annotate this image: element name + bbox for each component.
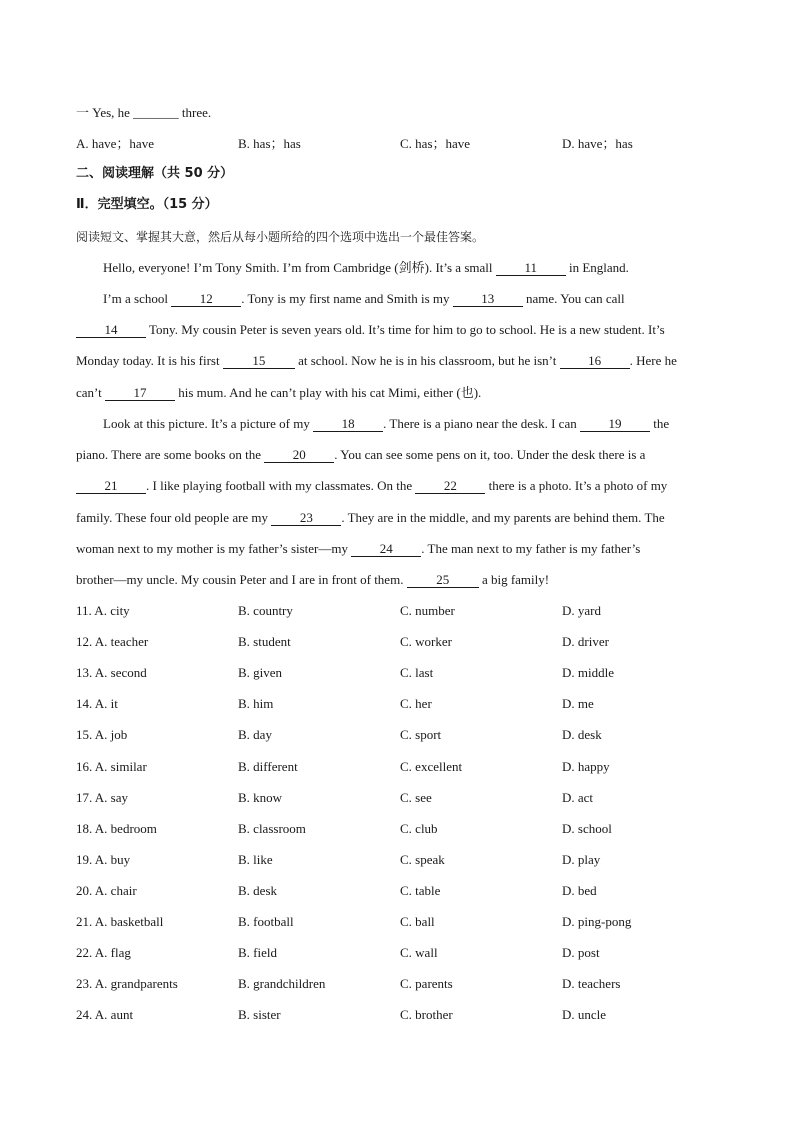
passage-line-3	[76, 322, 665, 338]
option-b: B. different	[238, 759, 298, 774]
option-c: C. number	[400, 603, 455, 618]
option-d: D. happy	[562, 759, 610, 774]
part-title: Ⅱ．完型填空。（15 分）	[76, 197, 218, 212]
option-b: B. day	[238, 727, 272, 742]
passage-text: a big family!	[478, 572, 550, 587]
option-d: D. desk	[562, 727, 602, 742]
passage-text: . Tony is my first name and Smith is my	[241, 291, 453, 306]
passage-line-2	[103, 291, 625, 307]
option-b: B. him	[238, 696, 274, 711]
blank-25: 25	[407, 573, 479, 588]
option-a: 21. A. basketball	[76, 914, 164, 929]
option-b: B. country	[238, 603, 293, 618]
blank-15: 15	[223, 354, 295, 369]
instruction: 阅读短文、掌握其大意，然后从每小题所给的四个选项中选出一个最佳答案。	[76, 230, 485, 244]
option-d: D. middle	[562, 665, 614, 680]
q10-option-d: D. have；has	[562, 136, 633, 151]
option-b: B. student	[238, 634, 291, 649]
passage-text: Look at this picture. It’s a picture of my	[103, 416, 314, 431]
option-a: 12. A. teacher	[76, 634, 149, 649]
option-c: C. brother	[400, 1007, 453, 1022]
passage-line-10	[76, 541, 640, 557]
section-title: 二、阅读理解（共 50 分）	[76, 166, 234, 181]
passage-text: the	[649, 416, 670, 431]
blank-11: 11	[496, 261, 566, 276]
passage-line-7	[76, 447, 645, 463]
q10-stem: 一 Yes, he _______ three.	[76, 105, 212, 120]
passage-text: name. You can call	[522, 291, 625, 306]
option-c: C. worker	[400, 634, 452, 649]
option-d: D. me	[562, 696, 594, 711]
q10-option-c: C. has；have	[400, 136, 471, 151]
option-a: 22. A. flag	[76, 945, 131, 960]
passage-text: in England.	[565, 260, 629, 275]
q10-option-a: A. have；have	[76, 136, 154, 151]
passage-line-11	[76, 572, 549, 588]
option-a: 13. A. second	[76, 665, 147, 680]
option-d: D. uncle	[562, 1007, 607, 1022]
passage-text: brother—my uncle. My cousin Peter and I are in front of them.	[76, 572, 407, 587]
option-a: 19. A. buy	[76, 852, 131, 867]
option-d: D. play	[562, 852, 601, 867]
passage-text: his mum. And he can’t play with his cat Mimi, either (也).	[175, 385, 482, 400]
option-c: C. parents	[400, 976, 453, 991]
blank-20: 20	[264, 448, 334, 463]
option-b: B. sister	[238, 1007, 281, 1022]
option-a: 11. A. city	[76, 603, 130, 618]
option-c: C. club	[400, 821, 438, 836]
option-d: D. bed	[562, 883, 597, 898]
option-a: 24. A. aunt	[76, 1007, 134, 1022]
blank-21: 21	[76, 479, 146, 494]
option-c: C. ball	[400, 914, 435, 929]
passage-text: woman next to my mother is my father’s sister—my	[76, 541, 352, 556]
passage-text: Hello, everyone! I’m Tony Smith. I’m from Cambridge (剑桥). It’s a small	[103, 260, 496, 275]
passage-line-8	[76, 478, 667, 494]
passage-text: family. These four old people are my	[76, 510, 272, 525]
blank-17: 17	[105, 386, 175, 401]
blank-23: 23	[271, 511, 341, 526]
option-c: C. speak	[400, 852, 445, 867]
option-d: D. driver	[562, 634, 609, 649]
passage-text: . You can see some pens on it, too. Under the desk there is a	[334, 447, 646, 462]
option-b: B. classroom	[238, 821, 306, 836]
option-b: B. know	[238, 790, 283, 805]
option-c: C. table	[400, 883, 441, 898]
passage-text: Monday today. It is his first	[76, 353, 223, 368]
option-b: B. grandchildren	[238, 976, 326, 991]
option-a: 17. A. say	[76, 790, 128, 805]
passage-text: . There is a piano near the desk. I can	[383, 416, 580, 431]
option-a: 18. A. bedroom	[76, 821, 157, 836]
passage-line-4	[76, 353, 677, 369]
option-d: D. yard	[562, 603, 601, 618]
passage-text: there is a photo. It’s a photo of my	[485, 478, 668, 493]
option-a: 23. A. grandparents	[76, 976, 178, 991]
option-c: C. wall	[400, 945, 438, 960]
option-b: B. field	[238, 945, 277, 960]
blank-24: 24	[351, 542, 421, 557]
option-c: C. last	[400, 665, 434, 680]
passage-text: . They are in the middle, and my parents are behind them. The	[341, 510, 665, 525]
blank-22: 22	[415, 479, 485, 494]
option-c: C. excellent	[400, 759, 463, 774]
blank-14: 14	[76, 323, 146, 338]
passage-line-1	[103, 260, 629, 276]
passage-text: I’m a school	[103, 291, 172, 306]
option-d: D. ping-pong	[562, 914, 632, 929]
option-b: B. like	[238, 852, 273, 867]
option-a: 16. A. similar	[76, 759, 147, 774]
q10-option-b: B. has；has	[238, 136, 301, 151]
option-c: C. her	[400, 696, 432, 711]
blank-16: 16	[560, 354, 630, 369]
option-b: B. football	[238, 914, 294, 929]
option-a: 15. A. job	[76, 727, 128, 742]
passage-text: . I like playing football with my classmates. On the	[146, 478, 416, 493]
option-d: D. act	[562, 790, 594, 805]
option-c: C. see	[400, 790, 432, 805]
passage-text: can’t	[76, 385, 105, 400]
passage-line-6	[103, 416, 669, 432]
option-a: 20. A. chair	[76, 883, 137, 898]
option-d: D. post	[562, 945, 600, 960]
passage-line-9	[76, 510, 665, 526]
option-c: C. sport	[400, 727, 442, 742]
passage-text: Tony. My cousin Peter is seven years old. It’s time for him to go to school. He is a new student. It’s	[146, 322, 665, 337]
passage-text: at school. Now he is in his classroom, but he isn’t	[294, 353, 560, 368]
blank-18: 18	[313, 417, 383, 432]
option-a: 14. A. it	[76, 696, 118, 711]
option-b: B. given	[238, 665, 283, 680]
blank-19: 19	[580, 417, 650, 432]
passage-text: . Here he	[629, 353, 677, 368]
blank-12: 12	[171, 292, 241, 307]
passage-text: piano. There are some books on the	[76, 447, 265, 462]
option-d: D. teachers	[562, 976, 621, 991]
blank-13: 13	[453, 292, 523, 307]
passage-text: . The man next to my father is my father’s	[421, 541, 641, 556]
passage-line-5	[76, 385, 481, 401]
option-b: B. desk	[238, 883, 277, 898]
option-d: D. school	[562, 821, 612, 836]
